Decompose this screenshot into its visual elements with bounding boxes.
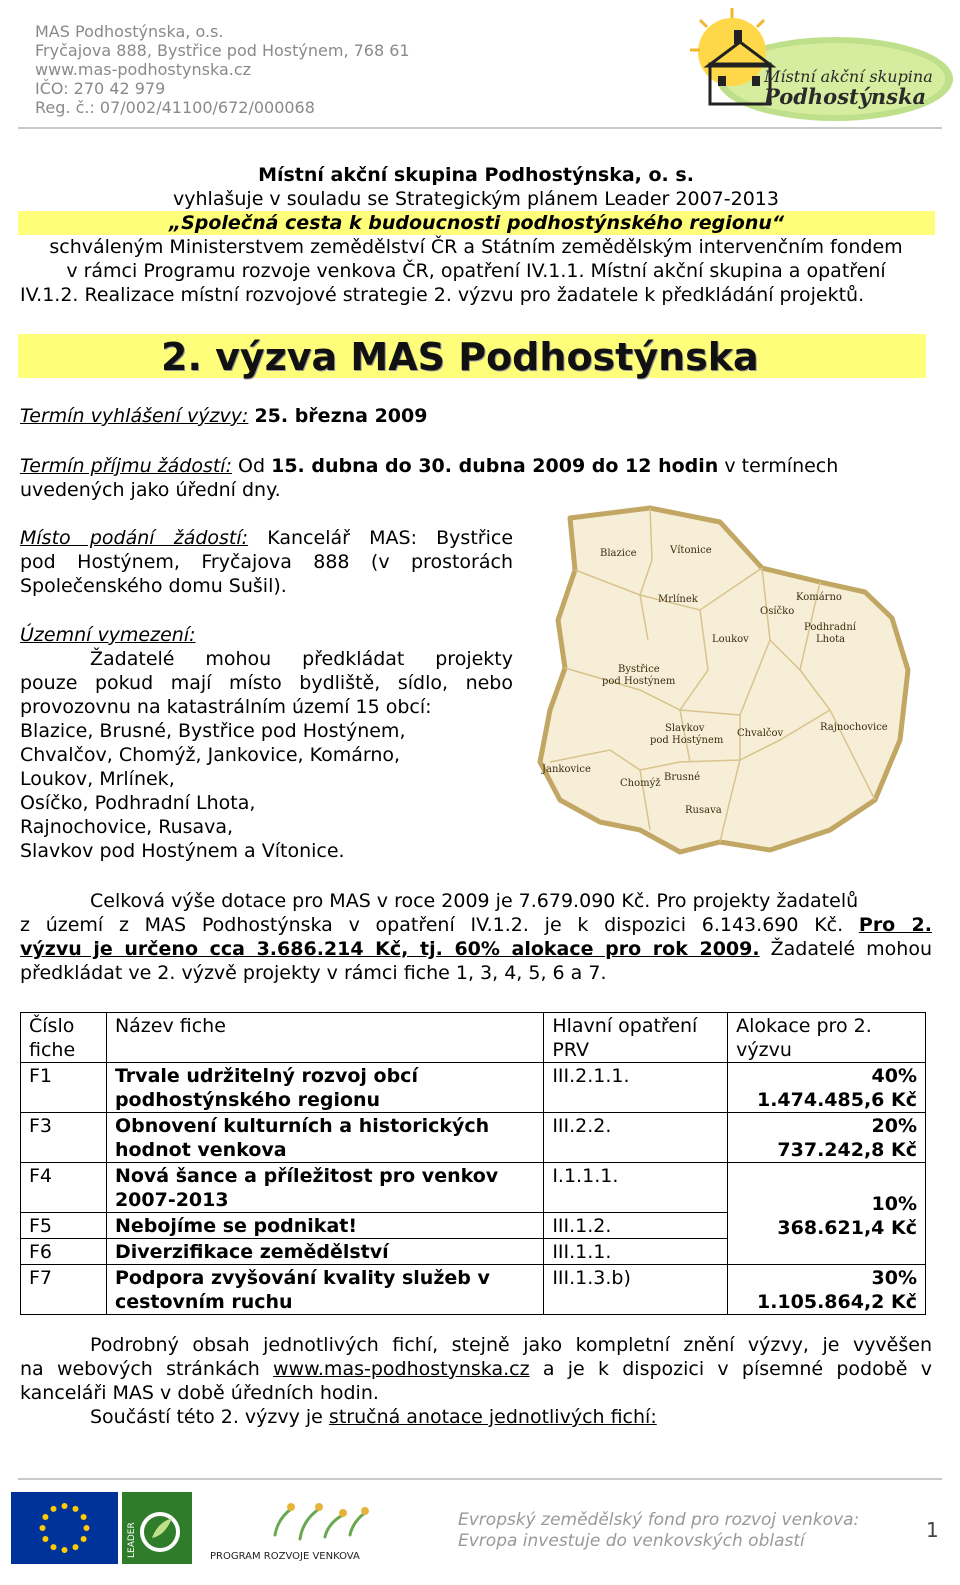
fiche-prv: III.1.1. — [544, 1239, 728, 1265]
fiche-allocation — [728, 1063, 926, 1113]
footer-divider — [18, 1478, 942, 1480]
closing-line2 — [20, 1357, 932, 1381]
map-label-bystrice-1: Bystřice — [618, 664, 660, 675]
place-line2: pod Hostýnem, Fryčajova 888 (v prostorách — [20, 551, 513, 573]
area-line5: Chvalčov, Chomýž, Jankovice, Komárno, — [20, 744, 401, 766]
fiche-prv: III.2.2. — [544, 1113, 728, 1163]
map-label-rajnochovice: Rajnochovice — [820, 722, 888, 733]
fiche-name: Podpora zvyšování kvality služeb v cestovním ruchu — [106, 1265, 543, 1315]
receipt-period — [20, 454, 932, 478]
map-label-loukov: Loukov — [712, 634, 749, 645]
fiche-pct: 10% — [871, 1192, 917, 1215]
map-label-vitonice: Vítonice — [670, 545, 712, 556]
map-label-podhradni-2: Lhota — [816, 634, 846, 645]
call-banner — [18, 334, 926, 378]
receipt-od: Od — [238, 455, 266, 477]
eu-star-icon — [62, 1503, 68, 1509]
map-label-chvalcov: Chvalčov — [737, 728, 784, 739]
map-label-osicko: Osíčko — [760, 606, 795, 617]
table-row — [21, 1265, 926, 1315]
org-reg: Reg. č.: 07/002/41100/672/000068 — [35, 98, 315, 117]
closing-line2-a: na webových stránkách — [20, 1358, 260, 1380]
region-map — [530, 500, 930, 865]
fiche-number: F4 — [21, 1163, 107, 1213]
eu-star-icon — [42, 1514, 48, 1520]
header-org-info — [35, 22, 410, 117]
fiche-name: Diverzifikace zemědělství — [106, 1239, 543, 1265]
map-label-bystrice-2: pod Hostýnem — [602, 676, 676, 687]
footer-eafrd-text — [458, 1510, 859, 1552]
th-name: Název fiche — [106, 1013, 543, 1063]
call-banner-title: 2. výzva MAS Podhostýnska — [161, 335, 759, 379]
fiche-name: Obnovení kulturních a historických hodnot venkova — [106, 1113, 543, 1163]
announce-value: 25. března 2009 — [254, 405, 428, 427]
eu-star-icon — [84, 1525, 90, 1531]
leader-logo — [122, 1492, 192, 1564]
fiche-number: F1 — [21, 1063, 107, 1113]
prv-text: PROGRAM ROZVOJE VENKOVA — [210, 1551, 360, 1562]
table-header-row — [21, 1013, 926, 1063]
fiche-amount: 737.242,8 Kč — [777, 1139, 917, 1161]
place-label: Místo podání žádostí: — [20, 527, 249, 549]
leader-text: LEADER — [127, 1522, 137, 1558]
eu-star-icon — [73, 1544, 79, 1550]
dotace-line2 — [20, 913, 932, 937]
map-label-rusava: Rusava — [685, 805, 722, 816]
fiche-number: F7 — [21, 1265, 107, 1315]
fiche-name: Nová šance a příležitost pro venkov 2007-2013 — [106, 1163, 543, 1213]
fiche-pct: 30% — [871, 1267, 917, 1289]
map-label-chomyz: Chomýž — [620, 778, 661, 789]
intro-title: Místní akční skupina Podhostýnska, o. s. — [258, 164, 694, 186]
receipt-line2: uvedených jako úřední dny. — [20, 479, 281, 501]
eu-star-icon — [51, 1506, 57, 1512]
intro-line1: vyhlašuje v souladu se Strategickým plánem Leader 2007-2013 — [173, 188, 779, 210]
receipt-dates: 15. dubna do 30. dubna 2009 do 12 hodin — [271, 455, 719, 477]
fiche-name: Trvale udržitelný rozvoj obcí podhostýnského regionu — [106, 1063, 543, 1113]
place-line3: Společenského domu Sušil). — [20, 575, 287, 597]
fiche-amount: 1.474.485,6 Kč — [756, 1089, 917, 1111]
th-prv: Hlavní opatření PRV — [544, 1013, 728, 1063]
fiche-pct: 20% — [871, 1115, 917, 1137]
closing-line4 — [90, 1405, 932, 1429]
fiche-number: F5 — [21, 1213, 107, 1239]
fiche-prv: III.1.2. — [544, 1213, 728, 1239]
fiche-prv: I.1.1.1. — [544, 1163, 728, 1213]
mas-logo — [660, 4, 955, 124]
map-label-komarno: Komárno — [796, 592, 842, 603]
eu-flag-icon — [11, 1492, 118, 1564]
org-address: Fryčajova 888, Bystřice pod Hostýnem, 768 61 — [35, 41, 410, 60]
dotace-line2-a: z území z MAS Podhostýnska v opatření IV.1.2. je k dispozici 6.143.690 Kč. — [20, 914, 844, 936]
closing-line1: Podrobný obsah jednotlivých fichí, stejně jako kompletní znění výzvy, je vyvěšen — [90, 1334, 932, 1356]
map-label-podhradni-1: Podhradní — [804, 622, 856, 633]
page-number: 1 — [926, 1518, 939, 1542]
fiche-name: Nebojíme se podnikat! — [106, 1213, 543, 1239]
fiche-amount: 1.105.864,2 Kč — [756, 1291, 917, 1313]
table-row — [21, 1113, 926, 1163]
dotace-line3 — [20, 937, 932, 961]
fiche-table — [20, 1012, 926, 1315]
fiche-number: F3 — [21, 1113, 107, 1163]
fiche-pct: 40% — [871, 1065, 917, 1087]
table-row — [21, 1063, 926, 1113]
map-label-slavkov-1: Slavkov — [665, 723, 705, 734]
map-label-slavkov-2: pod Hostýnem — [650, 735, 724, 746]
annotation-link[interactable]: stručná anotace jednotlivých fichí: — [328, 1406, 657, 1428]
org-ico: IČO: 270 42 979 — [35, 79, 166, 98]
fiche-prv: III.1.3.b) — [544, 1265, 728, 1315]
logo-line1: Místní akční skupina — [764, 67, 933, 86]
header-divider — [18, 127, 942, 129]
area-line2: pouze pokud mají místo bydliště, sídlo, nebo — [20, 672, 513, 694]
receipt-rest: v termínech — [724, 455, 839, 477]
closing-line2-b: a je k dispozici v písemné podobě v — [542, 1358, 932, 1380]
area-line8: Rajnochovice, Rusava, — [20, 816, 234, 838]
fiche-prv: III.2.1.1. — [544, 1063, 728, 1113]
eu-star-icon — [40, 1525, 46, 1531]
map-label-jankovice: Jankovice — [542, 764, 591, 775]
place-line1 — [20, 526, 513, 550]
intro-line3: schváleným Ministerstvem zemědělství ČR a Státním zemědělským intervenčním fondem — [49, 236, 903, 258]
map-label-blazice: Blazice — [600, 548, 637, 559]
closing-line3: kanceláři MAS v době úředních hodin. — [20, 1382, 379, 1404]
dotace-line4: předkládat ve 2. výzvě projekty v rámci fiche 1, 3, 4, 5, 6 a 7. — [20, 962, 607, 984]
map-label-brusne: Brusné — [664, 772, 701, 783]
fiche-allocation — [728, 1265, 926, 1315]
closing-line4-a: Součástí této 2. výzvy je — [90, 1406, 323, 1428]
eu-star-icon — [73, 1506, 79, 1512]
area-line1: Žadatelé mohou předkládat projekty — [90, 648, 513, 670]
map-label-mrlinek: Mrlínek — [658, 594, 698, 605]
place-l1: Kancelář MAS: Bystřice — [267, 527, 514, 549]
area-line7: Osíčko, Podhradní Lhota, — [20, 792, 256, 814]
footer-line2: Evropa investuje do venkovských oblastí — [458, 1531, 805, 1551]
eu-star-icon — [81, 1536, 87, 1542]
announce-date — [20, 404, 932, 428]
dotace-line1: Celková výše dotace pro MAS v roce 2009 je 7.679.090 Kč. Pro projekty žadatelů — [90, 890, 859, 912]
announce-label: Termín vyhlášení výzvy: — [20, 405, 249, 427]
table-row — [21, 1163, 926, 1213]
th-allocation: Alokace pro 2. výzvu — [728, 1013, 926, 1063]
intro-line4: v rámci Programu rozvoje venkova ČR, opatření IV.1.1. Místní akční skupina a opatření — [66, 260, 886, 282]
fiche-amount: 368.621,4 Kč — [777, 1216, 917, 1239]
area-line9: Slavkov pod Hostýnem a Vítonice. — [20, 840, 345, 862]
dotace-line3-b: Žadatelé mohou — [770, 938, 932, 960]
fiche-allocation — [728, 1163, 926, 1265]
fiche-allocation — [728, 1113, 926, 1163]
org-web-link[interactable]: www.mas-podhostynska.cz — [35, 60, 252, 79]
fiche-number: F6 — [21, 1239, 107, 1265]
eu-star-icon — [42, 1536, 48, 1542]
dotace-line3-a: výzvu je určeno cca 3.686.214 Kč, tj. 60% alokace pro rok 2009. — [20, 938, 760, 960]
eu-star-icon — [81, 1514, 87, 1520]
area-line4: Blazice, Brusné, Bystřice pod Hostýnem, — [20, 720, 406, 742]
org-name: MAS Podhostýnska, o.s. — [35, 22, 224, 41]
dotace-line2-b: Pro 2. — [858, 914, 932, 936]
area-label: Územní vymezení: — [20, 624, 196, 646]
area-line6: Loukov, Mrlínek, — [20, 768, 175, 790]
footer-line1: Evropský zemědělský fond pro rozvoj venkova: — [458, 1510, 860, 1530]
receipt-label: Termín příjmu žádostí: — [20, 455, 232, 477]
intro-motto: „Společná cesta k budoucnosti podhostýnského regionu“ — [18, 211, 935, 235]
eu-star-icon — [51, 1544, 57, 1550]
intro-line5: IV.1.2. Realizace místní rozvojové strategie 2. výzvu pro žadatele k předkládání projektů. — [20, 284, 865, 306]
th-number: Číslo fiche — [21, 1013, 107, 1063]
closing-web-link[interactable]: www.mas-podhostynska.cz — [273, 1358, 530, 1380]
logo-line2: Podhostýnska — [764, 84, 927, 109]
area-line3: provozovnu na katastrálním území 15 obcí: — [20, 696, 432, 718]
prv-logo — [205, 1495, 380, 1565]
eu-star-icon — [62, 1547, 68, 1553]
